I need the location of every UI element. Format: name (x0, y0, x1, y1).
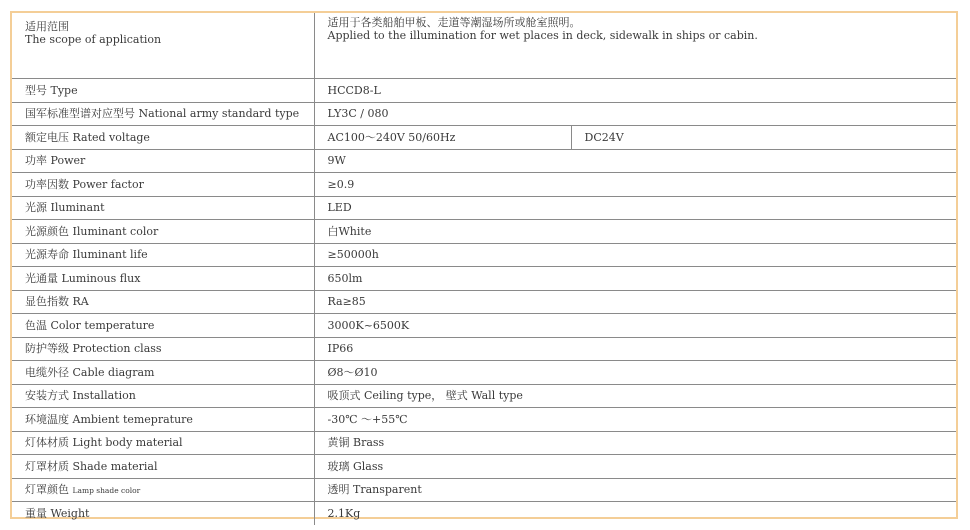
row-value: 黄铜 Brass (314, 431, 956, 455)
table-row (12, 220, 956, 244)
scope-label (12, 13, 314, 79)
table-row (12, 384, 956, 408)
table-row (12, 431, 956, 455)
table-row (12, 314, 956, 338)
table-row (12, 455, 956, 479)
row-label: 功率 Power (12, 149, 314, 173)
scope-label-cn: 适用范围 (25, 20, 69, 33)
table-row (12, 102, 956, 126)
table-row (12, 361, 956, 385)
scope-value (314, 13, 956, 79)
row-value: LED (314, 196, 956, 220)
scope-value-cn: 适用于各类船舶甲板、走道等潮湿场所或舱室照明。 (327, 16, 581, 29)
table-row (12, 337, 956, 361)
row-label: 光源寿命 Iluminant life (12, 243, 314, 267)
row-value: Ra≥85 (314, 290, 956, 314)
row-value: 2.1Kg (314, 502, 956, 525)
row-value: 650lm (314, 267, 956, 291)
row-label: 光源颜色 Iluminant color (12, 220, 314, 244)
table-row (12, 478, 956, 502)
row-value: ≥50000h (314, 243, 956, 267)
row-label: 显色指数 RA (12, 290, 314, 314)
row-value: IP66 (314, 337, 956, 361)
table-row (12, 196, 956, 220)
table-row (12, 149, 956, 173)
row-label (12, 478, 314, 502)
table-row (12, 173, 956, 197)
table-row (12, 79, 956, 103)
row-value: 9W (314, 149, 956, 173)
row-label: 电缆外径 Cable diagram (12, 361, 314, 385)
row-label-en-small: Lamp shade color (72, 485, 141, 495)
row-value: 玻璃 Glass (314, 455, 956, 479)
row-value: AC100～240V 50/60Hz (314, 126, 571, 150)
table-row (12, 243, 956, 267)
row-label: 光通量 Luminous flux (12, 267, 314, 291)
row-value: Ø8～Ø10 (314, 361, 956, 385)
table-row (12, 290, 956, 314)
row-label: 灯罩材质 Shade material (12, 455, 314, 479)
row-value: 白White (314, 220, 956, 244)
table-row (12, 408, 956, 432)
row-label: 型号 Type (12, 79, 314, 103)
scope-label-en: The scope of application (25, 33, 162, 46)
row-label: 功率因数 Power factor (12, 173, 314, 197)
row-label: 重量 Weight (12, 502, 314, 525)
row-value: -30℃ ～+55℃ (314, 408, 956, 432)
row-value: HCCD8-L (314, 79, 956, 103)
row-label: 光源 Iluminant (12, 196, 314, 220)
table-row (12, 502, 956, 525)
row-label: 环境温度 Ambient temeprature (12, 408, 314, 432)
row-value: LY3C / 080 (314, 102, 956, 126)
row-label: 额定电压 Rated voltage (12, 126, 314, 150)
scope-value-en: Applied to the illumination for wet places in deck, sidewalk in ships or cabin. (327, 29, 758, 42)
row-label-cn: 灯罩颜色 (25, 482, 69, 496)
table-row-scope (12, 13, 956, 79)
row-value: 透明 Transparent (314, 478, 956, 502)
table-row (12, 267, 956, 291)
row-value: 3000K~6500K (314, 314, 956, 338)
row-value: 吸顶式 Ceiling type， 壁式 Wall type (314, 384, 956, 408)
row-value: ≥0.9 (314, 173, 956, 197)
row-label: 灯体材质 Light body material (12, 431, 314, 455)
row-label: 色温 Color temperature (12, 314, 314, 338)
row-value-secondary: DC24V (571, 126, 956, 150)
row-label: 国军标准型谱对应型号 National army standard type (12, 102, 314, 126)
table-row (12, 126, 956, 150)
spec-table-frame (10, 11, 958, 519)
row-label: 防护等级 Protection class (12, 337, 314, 361)
row-label: 安装方式 Installation (12, 384, 314, 408)
spec-table (12, 13, 956, 525)
